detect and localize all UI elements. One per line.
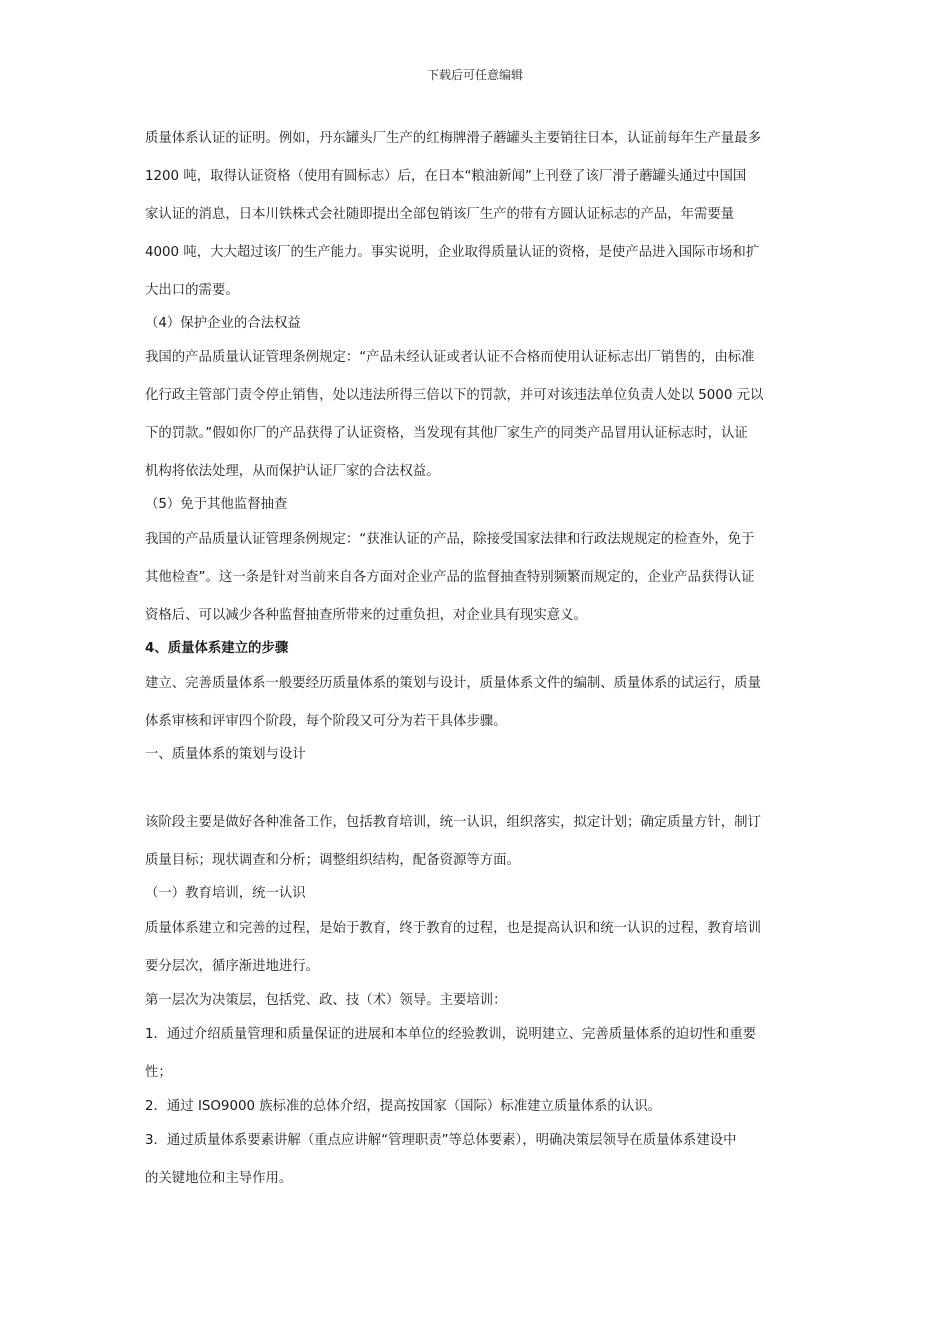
text-line: 机构将依法处理，从而保护认证厂家的合法权益。 <box>145 464 440 479</box>
text-line: 资格后、可以减少各种监督抽查所带来的过重负担，对企业具有现实意义。 <box>145 608 587 623</box>
section-heading: 一、质量体系的策划与设计 <box>145 747 306 762</box>
text-line: 质量体系认证的证明。例如，丹东罐头厂生产的红梅牌滑子蘑罐头主要销往日本，认证前每年生产量最多 <box>145 131 761 146</box>
text-line: 该阶段主要是做好各种准备工作，包括教育培训，统一认识，组织落实，拟定计划；确定质量方针，制订 <box>145 815 761 830</box>
list-item: 1．通过介绍质量管理和质量保证的进展和本单位的经验教训，说明建立、完善质量体系的迫切性和重要 <box>145 1027 757 1042</box>
text-line: 要分层次，循序渐进地进行。 <box>145 959 320 974</box>
text-line: 的关键地位和主导作用。 <box>145 1171 293 1186</box>
text-line: 其他检查”。这一条是针对当前来自各方面对企业产品的监督抽查特别频繁而规定的，企业产品获得认证 <box>145 570 755 585</box>
text-line: 下的罚款。”假如你厂的产品获得了认证资格，当发现有其他厂家生产的同类产品冒用认证标志时，认证 <box>145 426 748 441</box>
list-item: 3．通过质量体系要素讲解（重点应讲解“管理职责”等总体要素），明确决策层领导在质量体系建设中 <box>145 1133 737 1148</box>
section-heading: （4）保护企业的合法权益 <box>145 316 301 331</box>
list-item: 2．通过 ISO9000 族标准的总体介绍，提高按国家（国际）标准建立质量体系的认识。 <box>145 1099 661 1114</box>
text-line: 4000 吨，大大超过该厂的生产能力。事实说明，企业取得质量认证的资格，是使产品进入国际市场和扩 <box>145 245 760 260</box>
text-line: 建立、完善质量体系一般要经历质量体系的策划与设计，质量体系文件的编制、质量体系的试运行，质量 <box>145 676 761 691</box>
section-heading: （5）免于其他监督抽查 <box>145 497 288 512</box>
section-heading: （一）教育培训，统一认识 <box>145 886 306 901</box>
text-line: 质量目标；现状调查和分析；调整组织结构，配备资源等方面。 <box>145 853 520 868</box>
text-line: 化行政主管部门责令停止销售，处以违法所得三倍以下的罚款，并可对该违法单位负责人处以 5000 元以 <box>145 388 764 403</box>
text-line: 家认证的消息，日本川铁株式会社随即提出全部包销该厂生产的带有方圆认证标志的产品，年需要量 <box>145 207 735 222</box>
text-line: 第一层次为决策层，包括党、政、技（术）领导。主要培训： <box>145 993 507 1008</box>
text-line: 性； <box>145 1065 172 1080</box>
bold-heading: 4、质量体系建立的步骤 <box>145 641 289 656</box>
text-line: 我国的产品质量认证管理条例规定：“产品未经认证或者认证不合格而使用认证标志出厂销售的，由标准 <box>145 350 755 365</box>
text-line: 1200 吨，取得认证资格（使用有圆标志）后，在日本“粮油新闻”上刊登了该厂滑子蘑罐头通过中国国 <box>145 169 747 184</box>
text-line: 体系审核和评审四个阶段，每个阶段又可分为若干具体步骤。 <box>145 714 507 729</box>
text-line: 大出口的需要。 <box>145 283 239 298</box>
page-header: 下载后可任意编辑 <box>426 68 523 82</box>
text-line: 质量体系建立和完善的过程，是始于教育，终于教育的过程，也是提高认识和统一认识的过程，教育培训 <box>145 921 761 936</box>
text-line: 我国的产品质量认证管理条例规定：“获准认证的产品，除接受国家法律和行政法规规定的检查外，免于 <box>145 532 755 547</box>
